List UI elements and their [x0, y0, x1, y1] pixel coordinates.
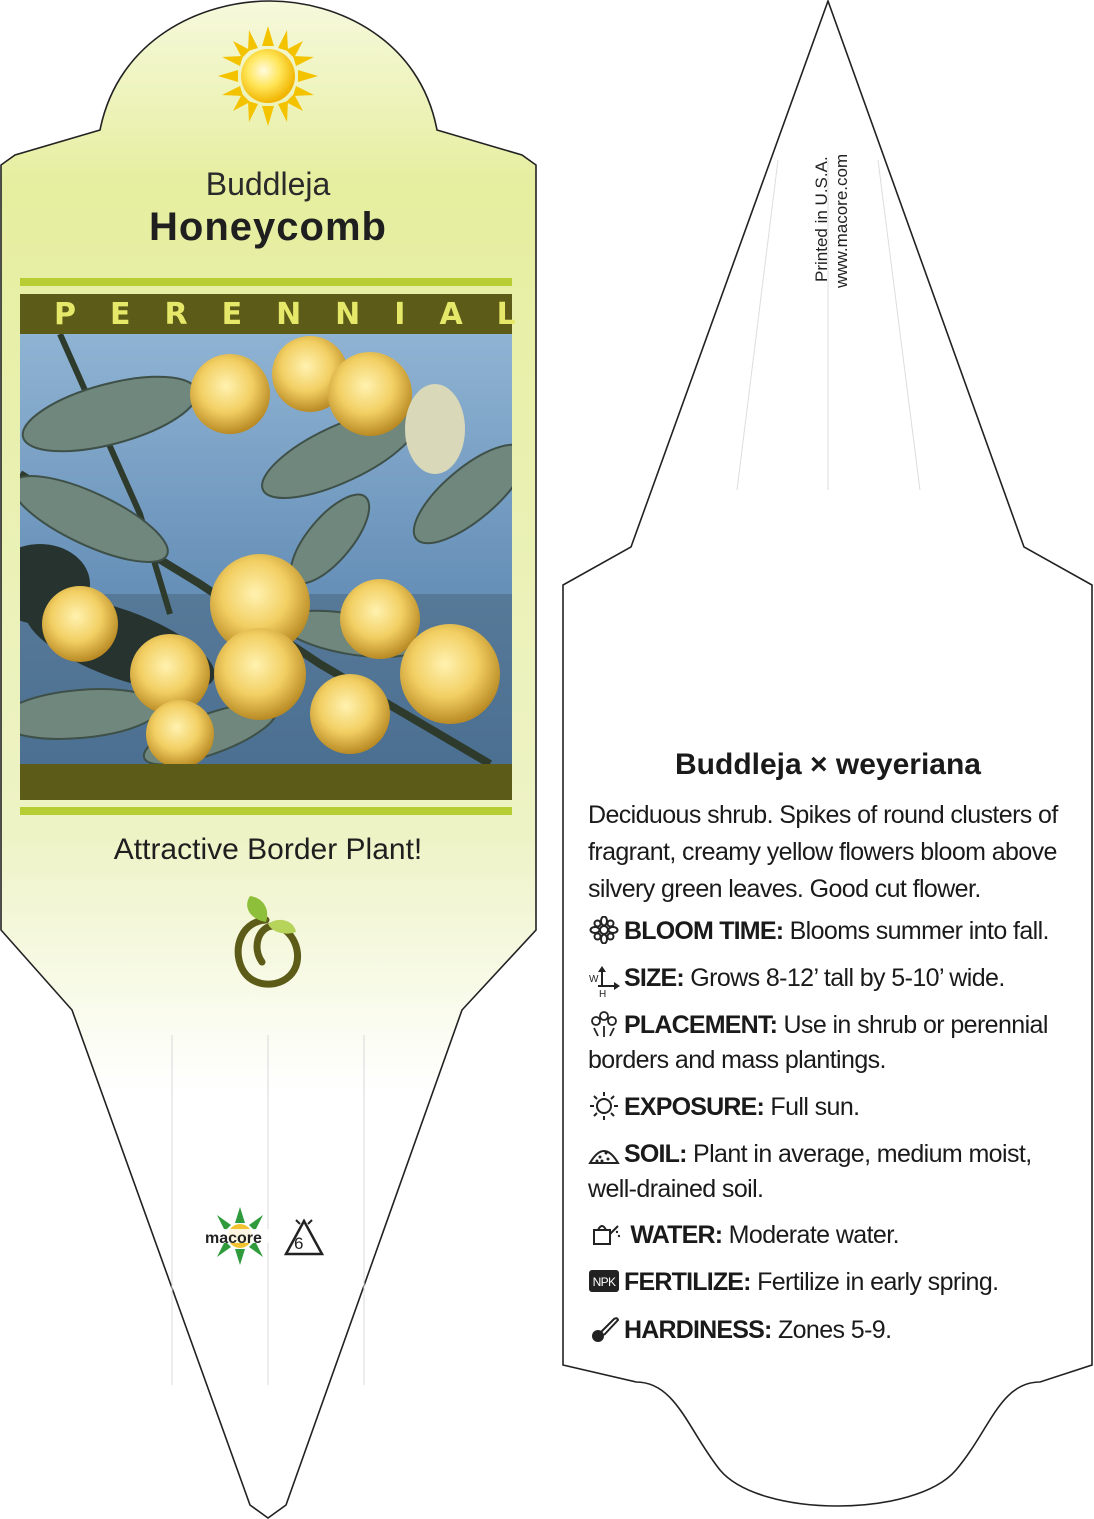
- size-icon-h: H: [599, 989, 606, 998]
- care-water: [588, 1218, 1066, 1253]
- tagline: Attractive Border Plant!: [113, 833, 423, 866]
- recycle-number: 6: [294, 1234, 304, 1253]
- thermometer-icon: [588, 1315, 620, 1343]
- care-label: BLOOM TIME:: [624, 917, 784, 945]
- website-label: www.macore.com: [832, 153, 851, 288]
- care-text: Plant in average, medium moist, well-drained soil.: [588, 1140, 1032, 1203]
- care-text: Moderate water.: [728, 1221, 899, 1249]
- sprout-logo-icon: [228, 892, 304, 992]
- care-label: SOIL:: [624, 1140, 687, 1168]
- plant-genus: Buddleja: [205, 166, 331, 202]
- printed-in-label: Printed in U.S.A.: [812, 156, 831, 282]
- care-text: Grows 8-12’ tall by 5-10’ wide.: [690, 964, 1005, 992]
- care-soil: [588, 1137, 1066, 1207]
- care-label: FERTILIZE:: [624, 1268, 751, 1296]
- top-stripe: [20, 278, 512, 286]
- care-exposure: [588, 1090, 1066, 1125]
- size-icon: [588, 966, 620, 998]
- botanical-name: Buddleja × weyeriana: [675, 748, 981, 781]
- care-fertilize: [588, 1265, 1066, 1300]
- printed-info: [812, 60, 851, 288]
- care-label: HARDINESS:: [624, 1316, 772, 1344]
- photo-bottom-band: [20, 764, 512, 800]
- care-bloom-time: [588, 914, 1066, 949]
- sun-icon: [218, 26, 318, 126]
- care-text: Full sun.: [770, 1093, 860, 1121]
- recycle-icon: [282, 1218, 326, 1258]
- care-size: [588, 961, 1066, 998]
- size-icon-w: W: [589, 974, 598, 985]
- care-label: PLACEMENT:: [624, 1011, 778, 1039]
- placement-icon: [588, 1010, 620, 1038]
- npk-icon: [588, 1267, 620, 1295]
- care-label: EXPOSURE:: [624, 1093, 765, 1121]
- care-text: Use in shrub or perennial borders and mass plantings.: [588, 1011, 1048, 1074]
- flower-icon: [588, 916, 620, 944]
- sun-outline-icon: [588, 1092, 620, 1120]
- brand-name: macore: [205, 1230, 262, 1247]
- category-label: PERENNIAL: [54, 297, 550, 332]
- plant-photo: [20, 334, 512, 764]
- bottom-stripe: [20, 807, 512, 815]
- care-label: SIZE:: [624, 964, 684, 992]
- category-band: [20, 294, 550, 334]
- soil-icon: [588, 1139, 620, 1167]
- npk-text: NPK: [592, 1275, 616, 1289]
- care-text: Fertilize in early spring.: [757, 1268, 999, 1296]
- care-placement: [588, 1008, 1066, 1078]
- plant-description: Deciduous shrub. Spikes of round clusters of fragrant, creamy yellow flowers bloom above silvery green leaves. Good cut flower.: [588, 801, 1058, 903]
- care-hardiness: [588, 1313, 1066, 1348]
- care-text: Zones 5-9.: [777, 1316, 892, 1344]
- watering-can-icon: [588, 1220, 620, 1248]
- plant-cultivar: Honeycomb: [149, 205, 387, 249]
- care-label: WATER:: [630, 1221, 723, 1249]
- care-text: Blooms summer into fall.: [789, 917, 1049, 945]
